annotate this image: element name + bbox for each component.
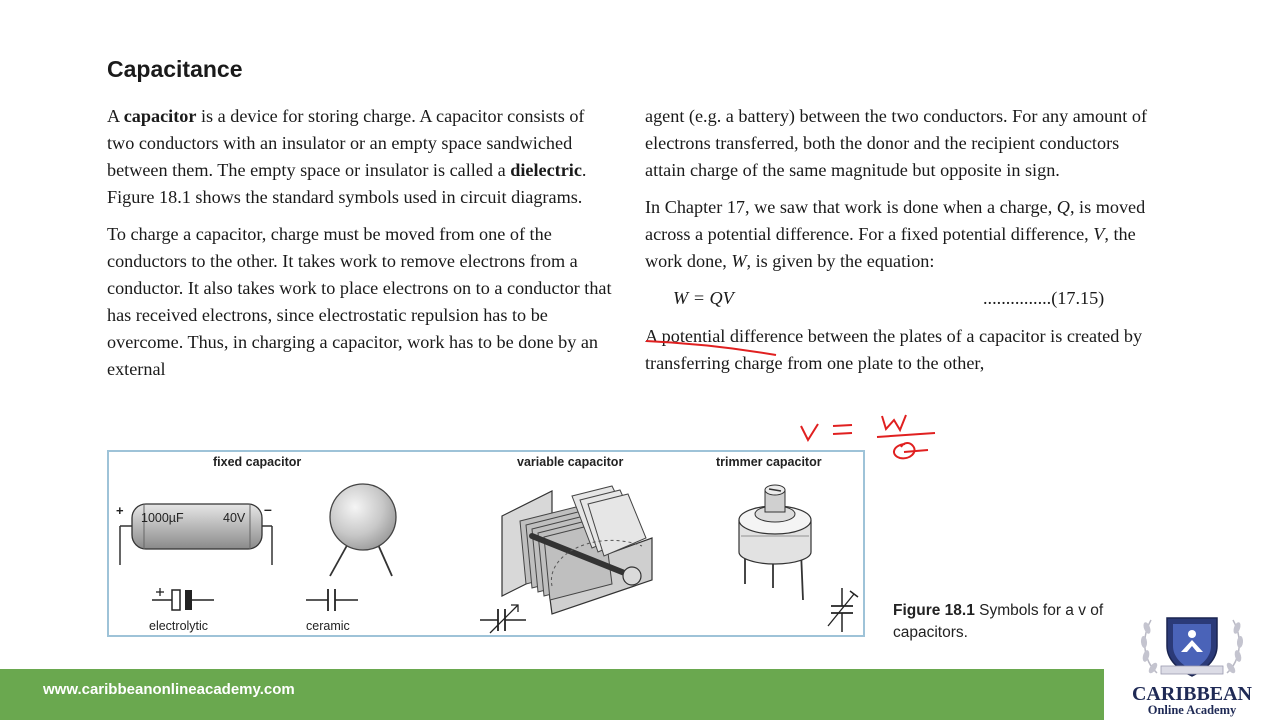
equation-number: ...............(17.15): [983, 288, 1105, 308]
figure-title-trimmer: trimmer capacitor: [716, 455, 822, 469]
text-run: , is given by the equation:: [746, 251, 935, 271]
paragraph-capacitor-definition: [107, 103, 612, 211]
equation-17-15: [645, 285, 1160, 313]
text-run: is a device for storing charge. A capacitor consists of two conductors with an insulator or an empty space sandwiched between them. The empty space or insulator is called a: [107, 106, 585, 180]
paragraph-charging: To charge a capacitor, charge must be moved from one of the conductors to the other. It takes work to remove electrons from a conductor. It also takes work to place electrons on to a conductor that has received electrons, since electrostatic repulsion has to be overcome. Thus, in charging a capacitor, work has to be done by an external: [107, 224, 612, 379]
text-run: A: [107, 106, 124, 126]
footer-website-link[interactable]: www.caribbeanonlineacademy.com: [43, 681, 295, 698]
academy-logo-icon: [1137, 608, 1247, 683]
figure-title-variable: variable capacitor: [517, 455, 624, 469]
ceramic-capacitor-illustration: [320, 482, 410, 582]
paragraph-potential-difference: A potential difference between the plates of a capacitor is created by transferring charge from one plate to the other,: [645, 326, 1143, 373]
page-heading: Capacitance: [107, 56, 243, 82]
symbol-w: W: [731, 251, 747, 271]
paragraph-agent: agent (e.g. a battery) between the two conductors. For any amount of electrons transferred, both the donor and the recipient conductors attain charge of the same magnitude but opposite in sign.: [645, 106, 1148, 180]
label-ceramic: ceramic: [306, 619, 350, 633]
voltage-rating-label: 40V: [223, 511, 246, 525]
term-capacitor: capacitor: [123, 106, 197, 126]
text-run: , the work done,: [645, 224, 1136, 271]
figure-caption-text: Symbols for a v of capacitors.: [893, 602, 1104, 641]
trimmer-capacitor-illustration: [733, 476, 823, 606]
left-text-column: [107, 103, 612, 393]
term-dielectric: dielectric: [510, 160, 582, 180]
electrolytic-capacitor-illustration: [112, 490, 282, 570]
equation-formula: W = QV: [673, 288, 734, 308]
text-run: In Chapter 17, we saw that work is done when a charge,: [645, 197, 1057, 217]
variable-capacitor-symbol: [478, 600, 533, 636]
text-run: . Figure 18.1 shows the standard symbols used in circuit diagrams.: [107, 160, 587, 207]
right-text-column: [645, 103, 1160, 387]
text-run: , is moved across a potential difference. For a fixed potential difference,: [645, 197, 1146, 244]
figure-title-fixed: fixed capacitor: [213, 455, 302, 469]
academy-logo-subtitle: Online Academy: [1147, 703, 1237, 717]
figure-number: Figure 18.1: [893, 602, 975, 619]
electrolytic-symbol: [150, 586, 220, 616]
label-electrolytic: electrolytic: [149, 619, 209, 633]
polarity-plus: +: [116, 503, 124, 518]
polarity-minus: –: [264, 501, 272, 517]
paragraph-work-done: [645, 194, 1160, 275]
ceramic-symbol: [304, 586, 364, 616]
symbol-q: Q: [1056, 197, 1070, 217]
figure-caption: [893, 600, 1108, 644]
symbol-v: V: [1093, 224, 1105, 244]
academy-logo-name: CARIBBEAN: [1131, 683, 1253, 705]
capacitance-value-label: 1000µF: [141, 511, 184, 525]
trimmer-capacitor-symbol: [822, 586, 862, 636]
